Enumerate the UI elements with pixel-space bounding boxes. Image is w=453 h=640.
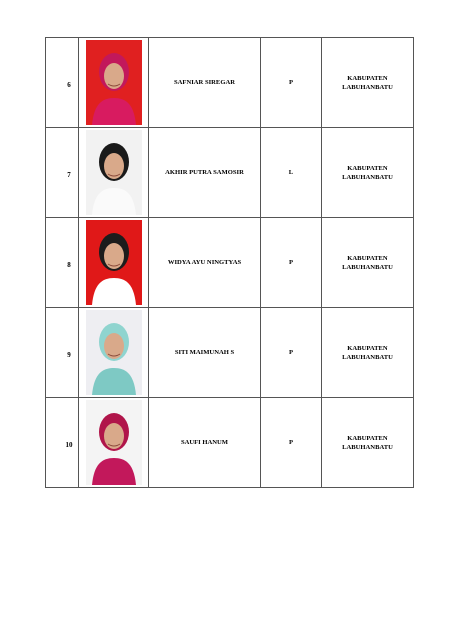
region-line-2: LABUHANBATU (342, 263, 393, 271)
member-name: SITI MAIMUNAH S (174, 349, 235, 356)
region-line-2: LABUHANBATU (342, 443, 393, 451)
row-number: 10 (65, 441, 73, 449)
row-number-cell (46, 308, 79, 398)
region-line-1: KABUPATEN (347, 434, 388, 442)
gender-cell (261, 38, 322, 128)
row-number-cell (46, 398, 79, 488)
member-gender: P (288, 259, 294, 266)
region-line-1: KABUPATEN (347, 164, 388, 172)
row-number: 9 (67, 351, 71, 359)
member-name: WIDYA AYU NINGTYAS (167, 259, 242, 266)
gender-cell (261, 398, 322, 488)
photo-cell (79, 128, 149, 218)
member-photo (86, 400, 142, 485)
member-name: SAUFI HANUM (180, 439, 229, 446)
region-line-2: LABUHANBATU (342, 353, 393, 361)
table-row (46, 38, 414, 128)
table-row (46, 218, 414, 308)
member-gender: P (288, 79, 294, 86)
photo-cell (79, 218, 149, 308)
region-line-1: KABUPATEN (347, 344, 388, 352)
region-line-2: LABUHANBATU (342, 173, 393, 181)
photo-cell (79, 308, 149, 398)
row-number-cell (46, 38, 79, 128)
name-cell (149, 308, 261, 398)
table-row (46, 128, 414, 218)
gender-cell (261, 308, 322, 398)
gender-cell (261, 218, 322, 308)
name-cell (149, 398, 261, 488)
region-cell (322, 128, 414, 218)
photo-cell (79, 38, 149, 128)
member-photo (86, 130, 142, 215)
region-line-1: KABUPATEN (347, 74, 388, 82)
name-cell (149, 128, 261, 218)
region-cell (322, 308, 414, 398)
region-cell (322, 38, 414, 128)
region-line-2: LABUHANBATU (342, 83, 393, 91)
gender-cell (261, 128, 322, 218)
member-gender: L (288, 169, 294, 176)
member-gender: P (288, 349, 294, 356)
member-photo (86, 40, 142, 125)
member-name: SAFNIAR SIREGAR (173, 79, 235, 86)
name-cell (149, 38, 261, 128)
photo-cell (79, 398, 149, 488)
member-name: AKHIR PUTRA SAMOSIR (165, 169, 244, 176)
region-line-1: KABUPATEN (347, 254, 388, 262)
row-number: 7 (67, 171, 71, 179)
row-number-cell (46, 128, 79, 218)
member-gender: P (288, 439, 294, 446)
row-number-cell (46, 218, 79, 308)
member-table (45, 37, 414, 488)
row-number: 8 (67, 261, 71, 269)
member-photo (86, 310, 142, 395)
name-cell (149, 218, 261, 308)
region-cell (322, 398, 414, 488)
table-row (46, 308, 414, 398)
member-photo (86, 220, 142, 305)
table-row (46, 398, 414, 488)
row-number: 6 (67, 81, 71, 89)
region-cell (322, 218, 414, 308)
